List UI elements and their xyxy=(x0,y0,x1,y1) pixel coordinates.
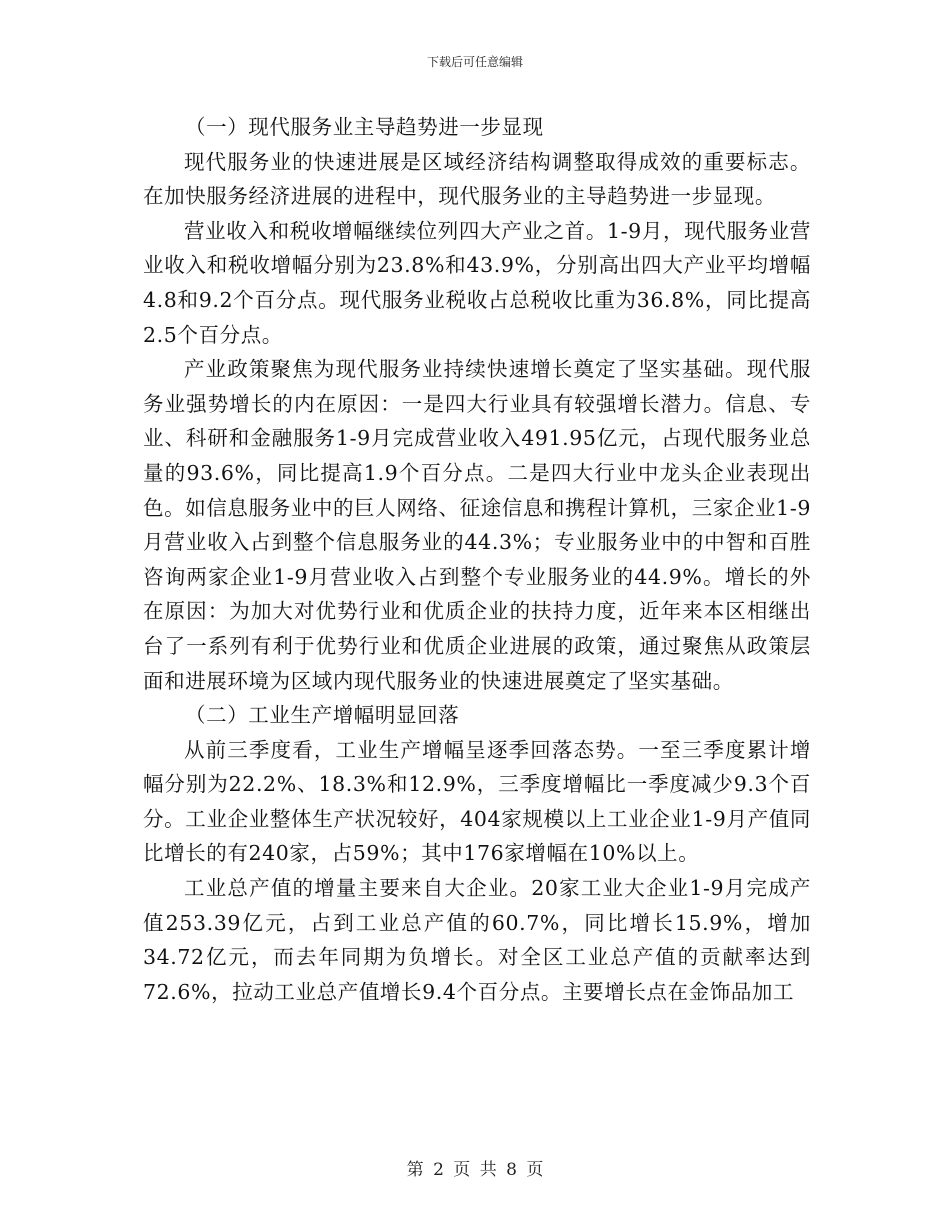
paragraph: 产业政策聚焦为现代服务业持续快速增长奠定了坚实基础。现代服务业强势增长的内在原因：一是四大行业具有较强增长潜力。信息、专业、科研和金融服务1-9月完成营业收入491.95亿元，占现代服务业总量的93.6%，同比提高1.9个百分点。二是四大行业中龙头企业表现出色。如信息服务业中的巨人网络、征途信息和携程计算机，三家企业1-9月营业收入占到整个信息服务业的44.3%；专业服务业中的中智和百胜咨询两家企业1-9月营业收入占到整个专业服务业的44.9%。增长的外在原因：为加大对优势行业和优质企业的扶持力度，近年来本区相继出台了一系列有利于优势行业和优质企业进展的政策，通过聚焦从政策层面和进展环境为区域内现代服务业的快速进展奠定了坚实基础。 xyxy=(143,357,811,693)
paragraph: 从前三季度看，工业生产增幅呈逐季回落态势。一至三季度累计增幅分别为22.2%、18.3%和12.9%，三季度增幅比一季度减少9.3个百分。工业企业整体生产状况较好，404家规模以上工业企业1-9月产值同比增长的有240家，占59%；其中176家增幅在10%以上。 xyxy=(143,737,811,866)
page-number: 第 2 页 共 8 页 xyxy=(406,1160,544,1180)
header-note: 下载后可任意编辑 xyxy=(426,55,523,69)
paragraph: 工业总产值的增量主要来自大企业。20家工业大企业1-9月完成产值253.39亿元，占到工业总产值的60.7%，同比增长15.9%，增加34.72亿元，而去年同期为负增长。对全区工业总产值的贡献率达到72.6%，拉动工业总产值增长9.4个百分点。主要增长点在金饰品加工 xyxy=(143,876,811,1004)
section-heading-2: （二）工业生产增幅明显回落 xyxy=(185,703,460,728)
paragraph: 现代服务业的快速进展是区域经济结构调整取得成效的重要标志。在加快服务经济进展的进程中，现代服务业的主导趋势进一步显现。 xyxy=(143,149,811,209)
section-heading-1: （一）现代服务业主导趋势进一步显现 xyxy=(185,115,544,139)
paragraph: 营业收入和税收增幅继续位列四大产业之首。1-9月，现代服务业营业收入和税收增幅分别为23.8%和43.9%，分别高出四大产业平均增幅4.8和9.2个百分点。现代服务业税收占总税收比重为36.8%，同比提高2.5个百分点。 xyxy=(143,218,811,347)
document-body xyxy=(143,110,811,1009)
